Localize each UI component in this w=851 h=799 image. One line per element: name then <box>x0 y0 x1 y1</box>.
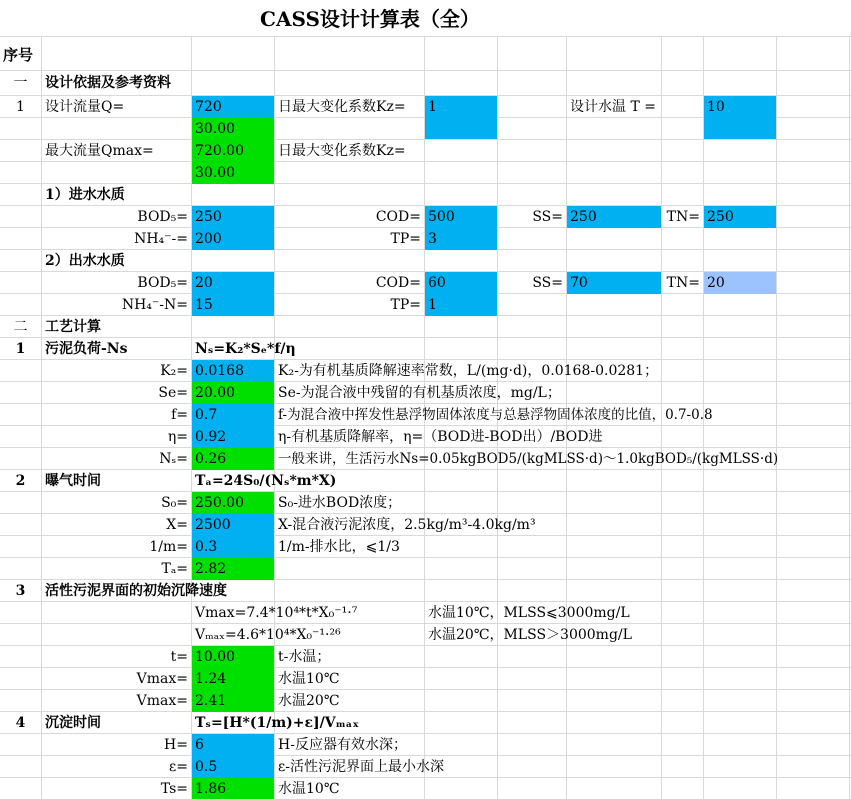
item-title: 曝气时间 <box>45 473 101 489</box>
flow-hourly-cell[interactable]: 30.00 <box>192 118 274 140</box>
ta-label: Tₐ= <box>161 561 188 577</box>
item-number: 3 <box>15 583 26 599</box>
inflow-nh-cell[interactable]: 200 <box>192 228 274 250</box>
k2-cell[interactable]: 0.0168 <box>192 360 274 382</box>
item-formula: Nₛ=K₂*Sₑ*f/η <box>195 341 296 357</box>
ns-label: Nₛ= <box>159 451 188 467</box>
temp-cell[interactable]: 10 <box>704 96 776 139</box>
section-number: 一 <box>13 75 28 91</box>
eps-description: ε-活性污泥界面上最小水深 <box>278 759 444 775</box>
s0-cell[interactable]: 250.00 <box>192 492 274 514</box>
temp-label: 设计水温 T = <box>570 99 656 115</box>
ta-cell[interactable]: 2.82 <box>192 558 274 580</box>
t-label: t= <box>170 649 188 665</box>
outflow-tp-label: TP= <box>390 297 421 313</box>
s0-label: S₀= <box>161 495 188 511</box>
eta-cell[interactable]: 0.92 <box>192 426 274 448</box>
item-formula: Tₛ=[H*(1/m)+ε]/Vₘₐₓ <box>195 715 359 731</box>
ns-cell[interactable]: 0.26 <box>192 448 274 470</box>
inflow-bod-cell[interactable]: 250 <box>192 206 274 228</box>
h-description: H-反应器有效水深； <box>278 737 407 753</box>
item-number: 4 <box>15 715 26 731</box>
item-title: 污泥负荷-Ns <box>45 341 128 357</box>
inflow-title: 1）进水水质 <box>45 187 125 203</box>
outflow-ss-label: SS= <box>532 275 563 291</box>
vmax-note-20c: 水温20℃，MLSS＞3000mg/L <box>428 627 632 643</box>
f-cell[interactable]: 0.7 <box>192 404 274 426</box>
t-description: t-水温； <box>278 649 331 665</box>
outflow-nh-cell[interactable]: 15 <box>192 294 274 316</box>
ts-description: 水温10℃ <box>278 781 340 797</box>
page-title: CASS设计计算表（全） <box>260 7 480 31</box>
flow-cell[interactable]: 720 <box>192 96 274 118</box>
k2-label: K₂= <box>160 363 188 379</box>
seq-header: 序号 <box>3 46 34 64</box>
eps-label: ε= <box>169 759 188 775</box>
item-formula: Tₐ=24S₀/(Nₛ*m*X) <box>195 473 337 489</box>
eta-description: η-有机基质降解率，η=（BOD进-BOD出）/BOD进 <box>278 429 603 445</box>
vmax-10c-cell[interactable]: 1.24 <box>192 668 274 690</box>
item-number: 1 <box>15 341 26 357</box>
item-title: 沉淀时间 <box>45 715 101 731</box>
row-number: 1 <box>16 99 25 115</box>
qmax-label: 最大流量Qmax= <box>45 143 154 159</box>
eps-cell[interactable]: 0.5 <box>192 756 274 778</box>
inflow-cod-label: COD= <box>375 209 421 225</box>
se-cell[interactable]: 20.00 <box>192 382 274 404</box>
outflow-tn-cell[interactable]: 20 <box>704 272 776 294</box>
kz2-label: 日最大变化系数Kz= <box>278 143 406 159</box>
s0-description: S₀-进水BOD浓度； <box>278 495 402 511</box>
h-label: H= <box>164 737 188 753</box>
inflow-bod-label: BOD₅= <box>137 209 188 225</box>
outflow-tp-cell[interactable]: 1 <box>425 294 497 316</box>
item-number: 2 <box>15 473 26 489</box>
outflow-nh-label: NH₄⁻-N= <box>121 297 188 313</box>
f-description: f-为混合液中挥发性悬浮物固体浓度与总悬浮物固体浓度的比值，0.7-0.8 <box>278 407 713 423</box>
eta-label: η= <box>167 429 188 445</box>
m-description: 1/m-排水比，⩽1/3 <box>278 539 400 555</box>
outflow-title: 2）出水水质 <box>45 253 125 269</box>
vmax-note-10c: 水温10℃，MLSS⩽3000mg/L <box>428 605 630 621</box>
x-cell[interactable]: 2500 <box>192 514 274 536</box>
inflow-ss-cell[interactable]: 250 <box>567 206 661 228</box>
h-cell[interactable]: 6 <box>192 734 274 756</box>
gridline <box>0 36 851 37</box>
outflow-ss-cell[interactable]: 70 <box>567 272 661 294</box>
kz-cell[interactable]: 1 <box>425 96 497 139</box>
inflow-tp-cell[interactable]: 3 <box>425 228 497 250</box>
se-description: Se-为混合液中残留的有机基质浓度，mg/L； <box>278 385 561 401</box>
inflow-cod-cell[interactable]: 500 <box>425 206 497 228</box>
vmax-20c-description: 水温20℃ <box>278 693 340 709</box>
t-cell[interactable]: 10.00 <box>192 646 274 668</box>
qmax-hourly-cell[interactable]: 30.00 <box>192 162 274 184</box>
f-label: f= <box>171 407 188 423</box>
inflow-tn-cell[interactable]: 250 <box>704 206 776 228</box>
vmax-formula-20c: Vₘₐₓ=4.6*10⁴*X₀⁻¹·²⁶ <box>195 627 341 643</box>
se-label: Se= <box>158 385 188 401</box>
outflow-bod-label: BOD₅= <box>137 275 188 291</box>
outflow-bod-cell[interactable]: 20 <box>192 272 274 294</box>
vmax-10c-description: 水温10℃ <box>278 671 340 687</box>
vmax-10c-label: Vmax= <box>136 671 188 687</box>
ts-cell[interactable]: 1.86 <box>192 778 274 799</box>
inflow-nh-label: NH₄⁻-= <box>134 231 188 247</box>
outflow-cod-cell[interactable]: 60 <box>425 272 497 294</box>
vmax-formula-10c: Vmax=7.4*10⁴*t*X₀⁻¹·⁷ <box>195 605 358 621</box>
inflow-tp-label: TP= <box>390 231 421 247</box>
x-description: X-混合液污泥浓度，2.5kg/m³-4.0kg/m³ <box>278 517 536 533</box>
x-label: X= <box>166 517 188 533</box>
gridline <box>849 36 850 799</box>
section-title: 工艺计算 <box>45 319 101 335</box>
vmax-20c-cell[interactable]: 2.41 <box>192 690 274 712</box>
item-title: 活性污泥界面的初始沉降速度 <box>45 583 227 599</box>
k2-description: K₂-为有机基质降解速率常数，L/(mg·d)，0.0168-0.0281； <box>278 363 659 379</box>
m-label: 1/m= <box>149 539 188 555</box>
gridline <box>0 70 851 71</box>
m-cell[interactable]: 0.3 <box>192 536 274 558</box>
outflow-tn-label: TN= <box>666 275 700 291</box>
flow-label: 设计流量Q= <box>45 99 125 115</box>
section-title: 设计依据及参考资料 <box>45 75 171 91</box>
ts-label: Ts= <box>160 781 188 797</box>
outflow-cod-label: COD= <box>375 275 421 291</box>
ns-description: 一般来讲，生活污水Ns=0.05kgBOD5/(kgMLSS·d)～1.0kgBOD₅/(kgMLSS·d) <box>278 451 779 467</box>
vmax-20c-label: Vmax= <box>136 693 188 709</box>
qmax-cell[interactable]: 720.00 <box>192 140 274 162</box>
inflow-ss-label: SS= <box>532 209 563 225</box>
section-number: 二 <box>13 319 28 335</box>
inflow-tn-label: TN= <box>666 209 700 225</box>
kz-label: 日最大变化系数Kz= <box>278 99 406 115</box>
